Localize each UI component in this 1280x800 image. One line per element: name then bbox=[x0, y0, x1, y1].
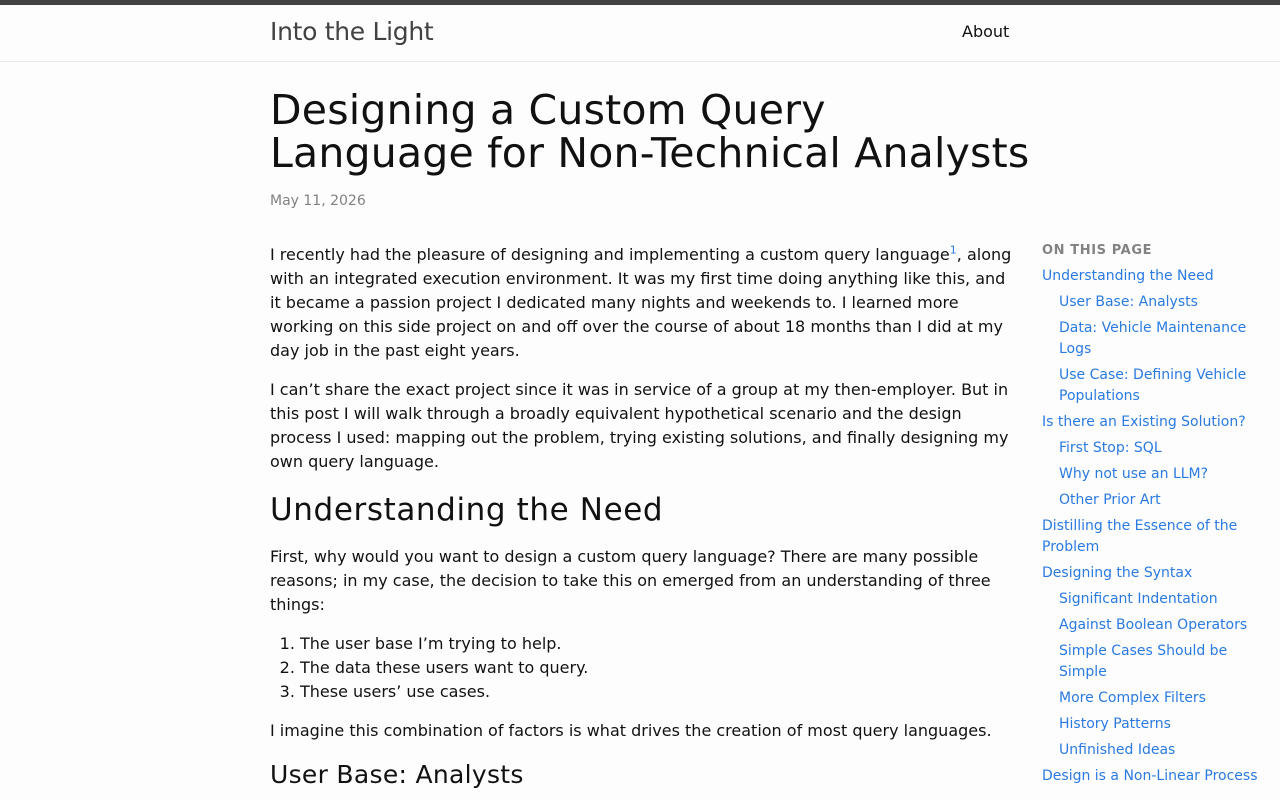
toc-item bbox=[1042, 438, 1267, 459]
toc-link-other-prior-art[interactable]: Other Prior Art bbox=[1059, 492, 1161, 508]
list-item: 1. The user base I’m trying to help. bbox=[300, 632, 1015, 656]
toc-link-history-patterns[interactable]: History Patterns bbox=[1059, 716, 1171, 732]
list-item: 2. The data these users want to query. bbox=[300, 656, 1015, 680]
toc-link-user-base[interactable]: User Base: Analysts bbox=[1059, 294, 1198, 310]
intro-paragraph-1 bbox=[270, 243, 1015, 363]
toc-link-against-boolean[interactable]: Against Boolean Operators bbox=[1059, 617, 1248, 633]
intro-paragraph-1-rest: , along with an integrated execution environment. It was my first time doing anything like this, and it became a passion project I dedicated many nights and weekends to. I learned more working on this side project on and off over the course of about 18 months than I did at my day job in the past eight years. bbox=[270, 245, 1012, 360]
section-heading-understanding-the-need: Understanding the Need bbox=[270, 492, 664, 528]
need-list bbox=[270, 632, 1015, 704]
toc-item bbox=[1042, 365, 1267, 407]
post-date: May 11, 2026 bbox=[270, 193, 366, 209]
toc-item bbox=[1042, 714, 1267, 735]
intro-paragraph-1-text: I recently had the pleasure of designing and implementing a custom query language bbox=[270, 245, 950, 264]
toc-list bbox=[1042, 266, 1267, 787]
toc-item bbox=[1042, 740, 1267, 761]
toc-item bbox=[1042, 464, 1267, 485]
toc-item bbox=[1042, 412, 1267, 433]
toc-link-data-vehicle-logs[interactable]: Data: Vehicle Maintenance Logs bbox=[1059, 320, 1247, 357]
toc-item bbox=[1042, 292, 1267, 313]
toc-link-use-case[interactable]: Use Case: Defining Vehicle Populations bbox=[1059, 367, 1247, 404]
toc-link-understanding-the-need[interactable]: Understanding the Need bbox=[1042, 268, 1214, 284]
footnote-ref-1[interactable]: 1 bbox=[949, 243, 957, 257]
toc-link-designing-syntax[interactable]: Designing the Syntax bbox=[1042, 565, 1193, 581]
need-paragraph-1: First, why would you want to design a custom query language? There are many possible reasons; in my case, the decision to take this on emerged from an understanding of three things: bbox=[270, 547, 991, 614]
post-title: Designing a Custom Query Language for Non-Technical Analysts bbox=[270, 86, 1030, 177]
toc-link-simple-cases[interactable]: Simple Cases Should be Simple bbox=[1059, 643, 1228, 680]
section-heading-user-base: User Base: Analysts bbox=[270, 760, 524, 789]
toc-item bbox=[1042, 516, 1267, 558]
toc-link-non-linear-process[interactable]: Design is a Non-Linear Process bbox=[1042, 768, 1258, 784]
toc-link-first-stop-sql[interactable]: First Stop: SQL bbox=[1059, 440, 1162, 456]
toc-item bbox=[1042, 641, 1267, 683]
intro-paragraph-2: I can’t share the exact project since it was in service of a group at my then-employer. But in this post I will walk through a broadly equivalent hypothetical scenario and the design process I used: mapping out the problem, trying existing solutions, and finally designing my own query language. bbox=[270, 380, 1009, 471]
need-paragraph-2: I imagine this combination of factors is what drives the creation of most query languages. bbox=[270, 721, 992, 740]
toc-item bbox=[1042, 688, 1267, 709]
post-content bbox=[270, 243, 1015, 791]
toc-link-distilling-essence[interactable]: Distilling the Essence of the Problem bbox=[1042, 518, 1238, 555]
table-of-contents bbox=[1042, 242, 1267, 792]
nav-about-link[interactable]: About bbox=[962, 22, 1010, 41]
toc-item bbox=[1042, 318, 1267, 360]
toc-heading: ON THIS PAGE bbox=[1042, 243, 1153, 258]
toc-item bbox=[1042, 766, 1267, 787]
toc-item bbox=[1042, 266, 1267, 287]
toc-item bbox=[1042, 615, 1267, 636]
toc-link-why-not-llm[interactable]: Why not use an LLM? bbox=[1059, 466, 1209, 482]
toc-item bbox=[1042, 490, 1267, 511]
toc-item bbox=[1042, 589, 1267, 610]
toc-link-unfinished-ideas[interactable]: Unfinished Ideas bbox=[1059, 742, 1176, 758]
toc-link-complex-filters[interactable]: More Complex Filters bbox=[1059, 690, 1206, 706]
list-item: 3. These users’ use cases. bbox=[300, 680, 1015, 704]
site-header bbox=[0, 5, 1280, 62]
toc-item bbox=[1042, 563, 1267, 584]
toc-link-significant-indentation[interactable]: Significant Indentation bbox=[1059, 591, 1218, 607]
site-title-link[interactable]: Into the Light bbox=[270, 17, 434, 46]
toc-link-existing-solution[interactable]: Is there an Existing Solution? bbox=[1042, 414, 1246, 430]
